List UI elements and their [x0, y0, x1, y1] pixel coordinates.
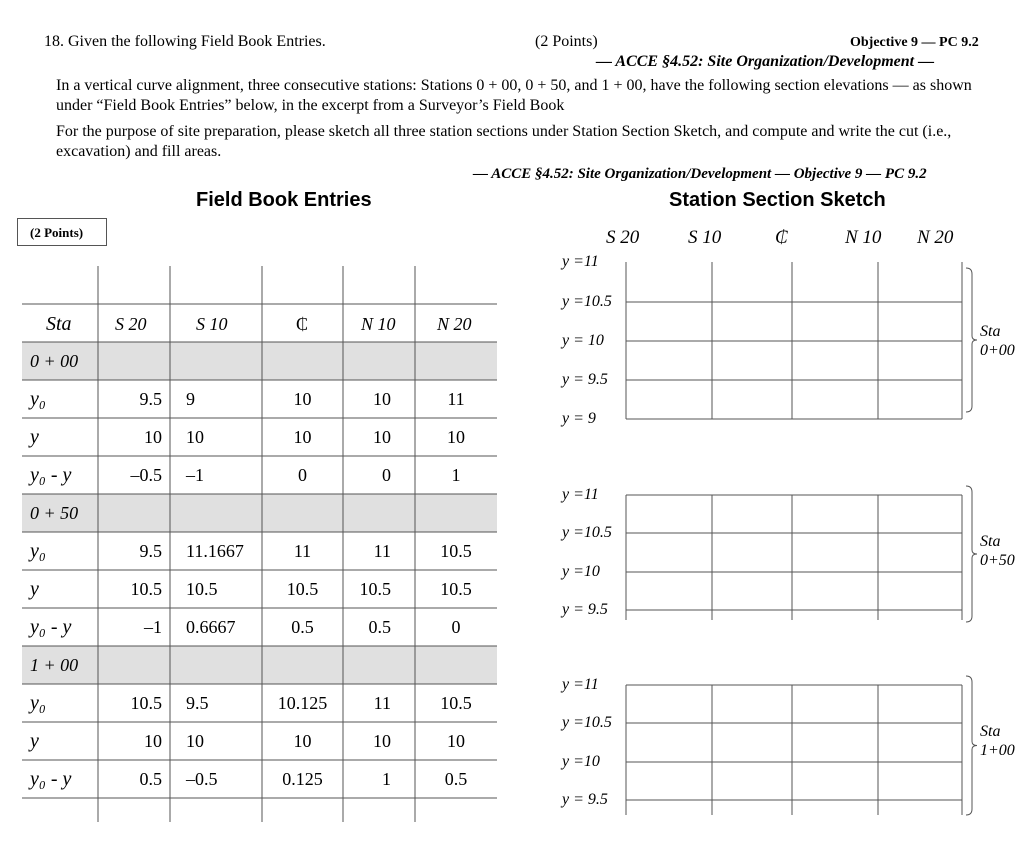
elevation-label: y = 9.5: [562, 601, 608, 618]
sketch-column-3: N 10: [845, 227, 882, 248]
row-label: y₀: [30, 540, 46, 562]
sketch-column-2: ₵: [775, 227, 788, 248]
table-cell: –0.5: [130, 465, 162, 485]
table-cell: 9: [186, 389, 195, 409]
intro-paragraph: In a vertical curve alignment, three consecutive stations: Stations 0 + 00, 0 + 50, and 1 + 00, have the following section elevations — as shown under “Field Book Entries” below, in the excerpt from a Surveyor’s Field Book: [56, 77, 972, 114]
table-cell: 0: [382, 465, 391, 485]
sketch-station-label: Sta: [980, 323, 1001, 340]
row-label: y₀: [30, 692, 46, 714]
table-header-2: S 10: [196, 314, 228, 334]
table-cell: 10: [186, 427, 204, 447]
table-cell: 10.5: [359, 579, 391, 599]
sketch-column-4: N 20: [917, 227, 954, 248]
table-cell: 1: [382, 769, 391, 789]
table-cell: 9.5: [139, 541, 162, 561]
table-cell: 11: [447, 389, 465, 409]
station-brace: [966, 268, 977, 412]
row-label: y₀ - y: [30, 768, 72, 790]
table-cell: 0.5: [291, 617, 314, 637]
row-label: y: [30, 426, 39, 448]
table-cell: 11.1667: [186, 541, 244, 561]
table-cell: 11: [373, 693, 391, 713]
sketch-station-label: Sta: [980, 533, 1001, 550]
elevation-label: y =10.5: [562, 714, 612, 731]
elevation-label: y = 9.5: [562, 371, 608, 388]
elevation-label: y =11: [562, 486, 599, 503]
table-cell: 11: [293, 541, 312, 561]
acce-reference: — ACCE §4.52: Site Organization/Development —: [596, 53, 935, 70]
elevation-label: y =10.5: [562, 524, 612, 541]
table-cell: 1: [451, 465, 461, 485]
table-cell: –1: [144, 617, 162, 637]
question-title: 18. Given the following Field Book Entries.: [44, 33, 326, 50]
table-header-1: S 20: [115, 314, 147, 334]
sketch-station-label: Sta: [980, 723, 1001, 740]
sketch-station-value: 1+00: [980, 742, 1015, 759]
elevation-label: y =10: [562, 563, 600, 580]
elevation-label: y = 9: [562, 410, 596, 427]
table-cell: 10: [447, 427, 465, 447]
table-cell: 0: [298, 465, 307, 485]
elevation-label: y = 10: [562, 332, 604, 349]
table-header-3: ₵: [296, 314, 309, 334]
acce-reference-2: — ACCE §4.52: Site Organization/Development — Objective 9 — PC 9.2: [473, 166, 927, 182]
elevation-label: y =11: [562, 676, 599, 693]
table-cell: 10: [373, 731, 391, 751]
table-cell: 11: [373, 541, 391, 561]
table-cell: 10: [293, 731, 312, 751]
instructions-paragraph: For the purpose of site preparation, please sketch all three station sections under Station Section Sketch, and compute and write the cut (i.e., excavation) and fill areas.: [56, 123, 952, 160]
table-cell: 10: [293, 427, 312, 447]
table-cell: 10: [293, 389, 312, 409]
elevation-label: y =11: [562, 253, 599, 270]
table-cell: 10: [186, 731, 204, 751]
elevation-label: y =10: [562, 753, 600, 770]
station-brace: [966, 676, 977, 815]
row-label: y₀: [30, 388, 46, 410]
points-box: (2 Points): [17, 218, 107, 246]
field-book-title: Field Book Entries: [196, 189, 372, 211]
objective-label: Objective 9 — PC 9.2: [850, 35, 979, 50]
sketch-station-value: 0+00: [980, 342, 1015, 359]
table-cell: –1: [186, 465, 204, 485]
table-header-4: N 10: [361, 314, 396, 334]
table-cell: 10: [373, 427, 391, 447]
table-cell: 9.5: [186, 693, 209, 713]
table-cell: 10: [144, 731, 162, 751]
elevation-label: y = 9.5: [562, 791, 608, 808]
row-label: y₀ - y: [30, 616, 72, 638]
row-label: y₀ - y: [30, 464, 72, 486]
table-cell: 10.5: [286, 579, 319, 599]
sketch-title: Station Section Sketch: [669, 189, 886, 211]
sketch-column-1: S 10: [688, 227, 722, 248]
table-cell: 9.5: [139, 389, 162, 409]
table-cell: 0: [451, 617, 461, 637]
station-label: 0 + 50: [30, 503, 79, 523]
elevation-label: y =10.5: [562, 293, 612, 310]
table-header-5: N 20: [437, 314, 472, 334]
table-cell: 10.5: [440, 541, 472, 561]
sketch-column-0: S 20: [606, 227, 640, 248]
station-label: 1 + 00: [30, 655, 79, 675]
table-cell: 10.5: [440, 579, 472, 599]
table-cell: 0.5: [444, 769, 468, 789]
table-cell: 10.5: [186, 579, 218, 599]
row-label: y: [30, 578, 39, 600]
table-cell: 10.5: [440, 693, 472, 713]
table-cell: 10.5: [130, 579, 162, 599]
table-cell: 0.6667: [186, 617, 236, 637]
row-label: y: [30, 730, 39, 752]
station-brace: [966, 486, 977, 622]
question-points: (2 Points): [535, 33, 598, 50]
table-cell: 10.125: [277, 693, 328, 713]
table-cell: 0.5: [139, 769, 162, 789]
sketch-station-value: 0+50: [980, 552, 1015, 569]
table-cell: 0.5: [368, 617, 391, 637]
table-cell: 10.5: [130, 693, 162, 713]
table-cell: 10: [447, 731, 465, 751]
table-cell: –0.5: [186, 769, 218, 789]
table-cell: 0.125: [282, 769, 323, 789]
table-cell: 10: [373, 389, 391, 409]
table-header-0: Sta: [46, 313, 72, 335]
station-label: 0 + 00: [30, 351, 79, 371]
table-cell: 10: [144, 427, 162, 447]
